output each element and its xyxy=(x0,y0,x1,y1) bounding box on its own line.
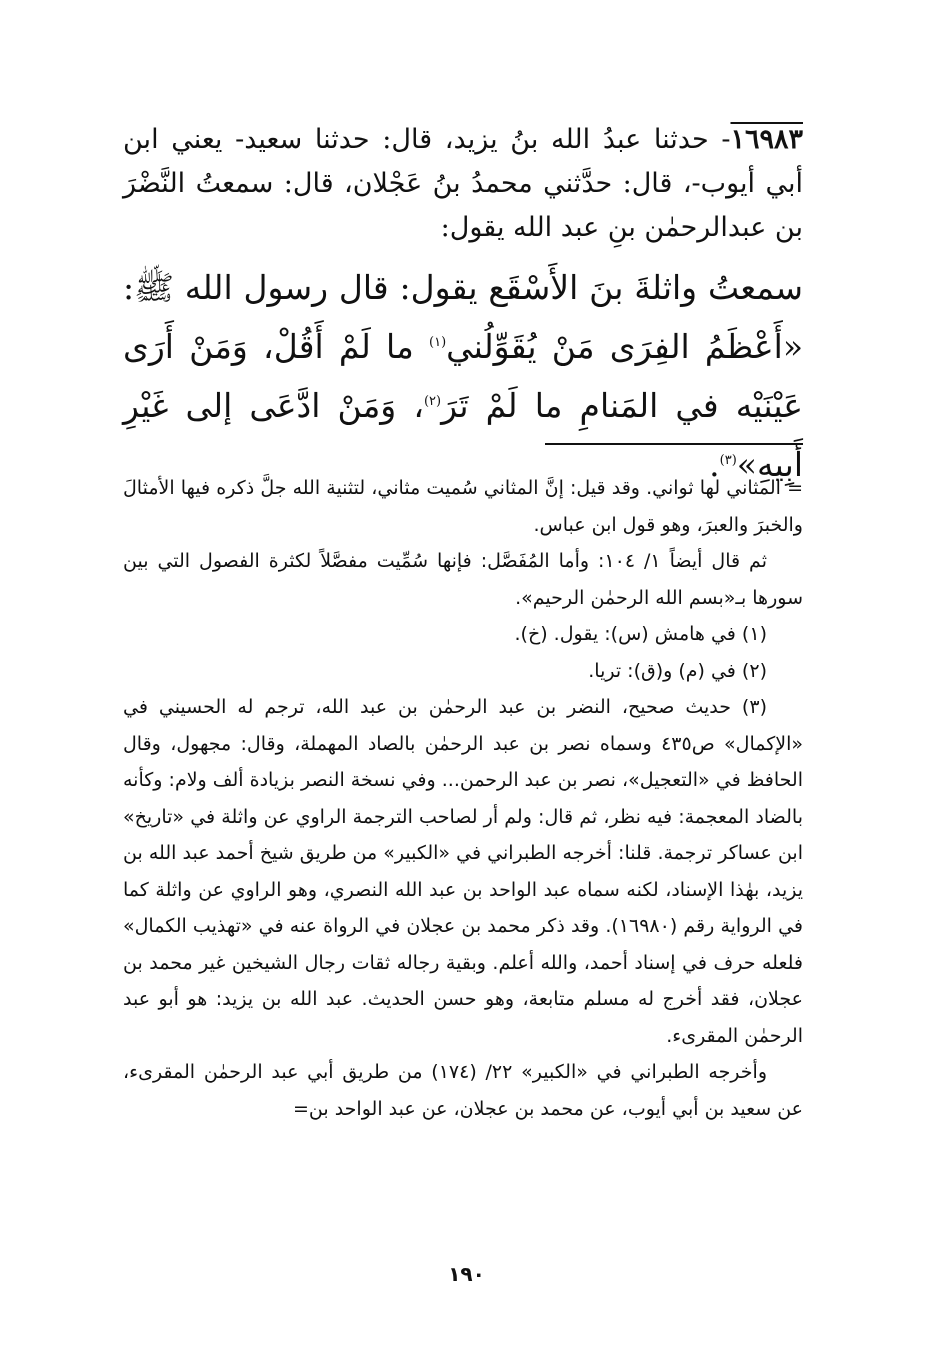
footnote-ref-2[interactable]: (٢) xyxy=(423,394,442,409)
page-number: ١٩٠ xyxy=(448,1262,485,1286)
matn-text-2: ما لَمْ أَقُلْ، وَمَنْ أَرَى عَيْنَيْه في المَنامِ ما لَمْ تَرَ xyxy=(123,327,803,425)
matn-text-1: سمعتُ واثلةَ بنَ الأَسْقَع يقول: قال رسول الله ﷺ: «أَعْظَمُ الفِرَى مَنْ يُقَوِّلُني xyxy=(123,268,804,366)
footnote-3: (٣) حديث صحيح، النضر بن عبد الرحمٰن بن عبد الله، ترجم له الحسيني في «الإكمال» ص٤٣٥ وسماه نصر بن عبد الرحمٰن بالصاد المهملة، وقال: مجهول، وقال الحافظ في «التعجيل»، نصر بن عبد الرحمن... وفي نسخة النصر بزيادة ألف ولام: وكأنه بالضاد المعجمة: فيه نظر، ثم قال: ولم أر لصاحب الترجمة الراوي عن واثلة في «تاريخ» ابن عساكر ترجمة. قلنا: أخرجه الطبراني في «الكبير» من طريق شيخ أحمد عبد الله بن يزيد، بهٰذا الإسناد، لكنه سماه عبد الواحد بن عبد الله النصري، وهو الراوي عن واثلة كما في الرواية رقم (١٦٩٨٠). وقد ذكر محمد بن عجلان في الرواة عنه في «تهذيب الكمال» فلعله حرف في إسناد أحمد، والله أعلم. وبقية رجاله ثقات رجال الشيخين غير محمد بن عجلان، فقد أخرج له مسلم متابعة، وهو حسن الحديث. عبد الله بن يزيد: هو أبو عبد الرحمٰن المقرىء. xyxy=(123,696,804,1047)
hadith-number: ١٦٩٨٣ xyxy=(730,124,803,155)
footnote-1: (١) في هامش (س): يقول. (خ). xyxy=(514,623,767,645)
footnote-ref-1[interactable]: (١) xyxy=(429,335,447,350)
footnotes-section xyxy=(123,470,803,1127)
footnote-ref-3[interactable]: (٣) xyxy=(719,453,737,468)
hadith-matn xyxy=(123,258,803,494)
footnote-3-continuation: وأخرجه الطبراني في «الكبير» ٢٢/ (١٧٤) من طريق أبي عبد الرحمٰن المقرىء، عن سعيد بن أبي أيوب، عن محمد بن عجلان، عن عبد الواحد بن= xyxy=(123,1061,803,1120)
isnad-text: - حدثنا عبدُ الله بنُ يزيد، قال: حدثنا سعيد- يعني ابن أبي أيوب-، قال: حدَّثني محمدُ بنُ عَجْلان، قال: سمعتُ النَّضْرَ بن عبدالرحمٰن بنِ عبد الله يقول: xyxy=(123,124,803,243)
footnote-continuation-2: ثم قال أيضاً ١/ ١٠٤: وأما المُفَصَّل: فإنها سُمِّيت مفصَّلاً لكثرة الفصول التي بين سورها بـ«بسم الله الرحمٰن الرحيم». xyxy=(123,550,803,609)
matn-text-3: ، وَمَنْ ادَّعَى إلى غَيْرِ أَبِيهِ» xyxy=(123,386,803,484)
footnote-2: (٢) في (م) و(ق): تريا. xyxy=(588,659,767,682)
matn-end: . xyxy=(709,445,720,484)
footnote-separator xyxy=(545,443,803,445)
hadith-isnad xyxy=(123,118,803,250)
footnote-continuation: = المثاني لها ثواني. وقد قيل: إنَّ المثاني سُميت مثاني، لتثنية الله جلَّ ذكره فيها الأمثالَ والخبرَ والعبرَ، وهو قول ابن عباس. xyxy=(123,477,803,536)
